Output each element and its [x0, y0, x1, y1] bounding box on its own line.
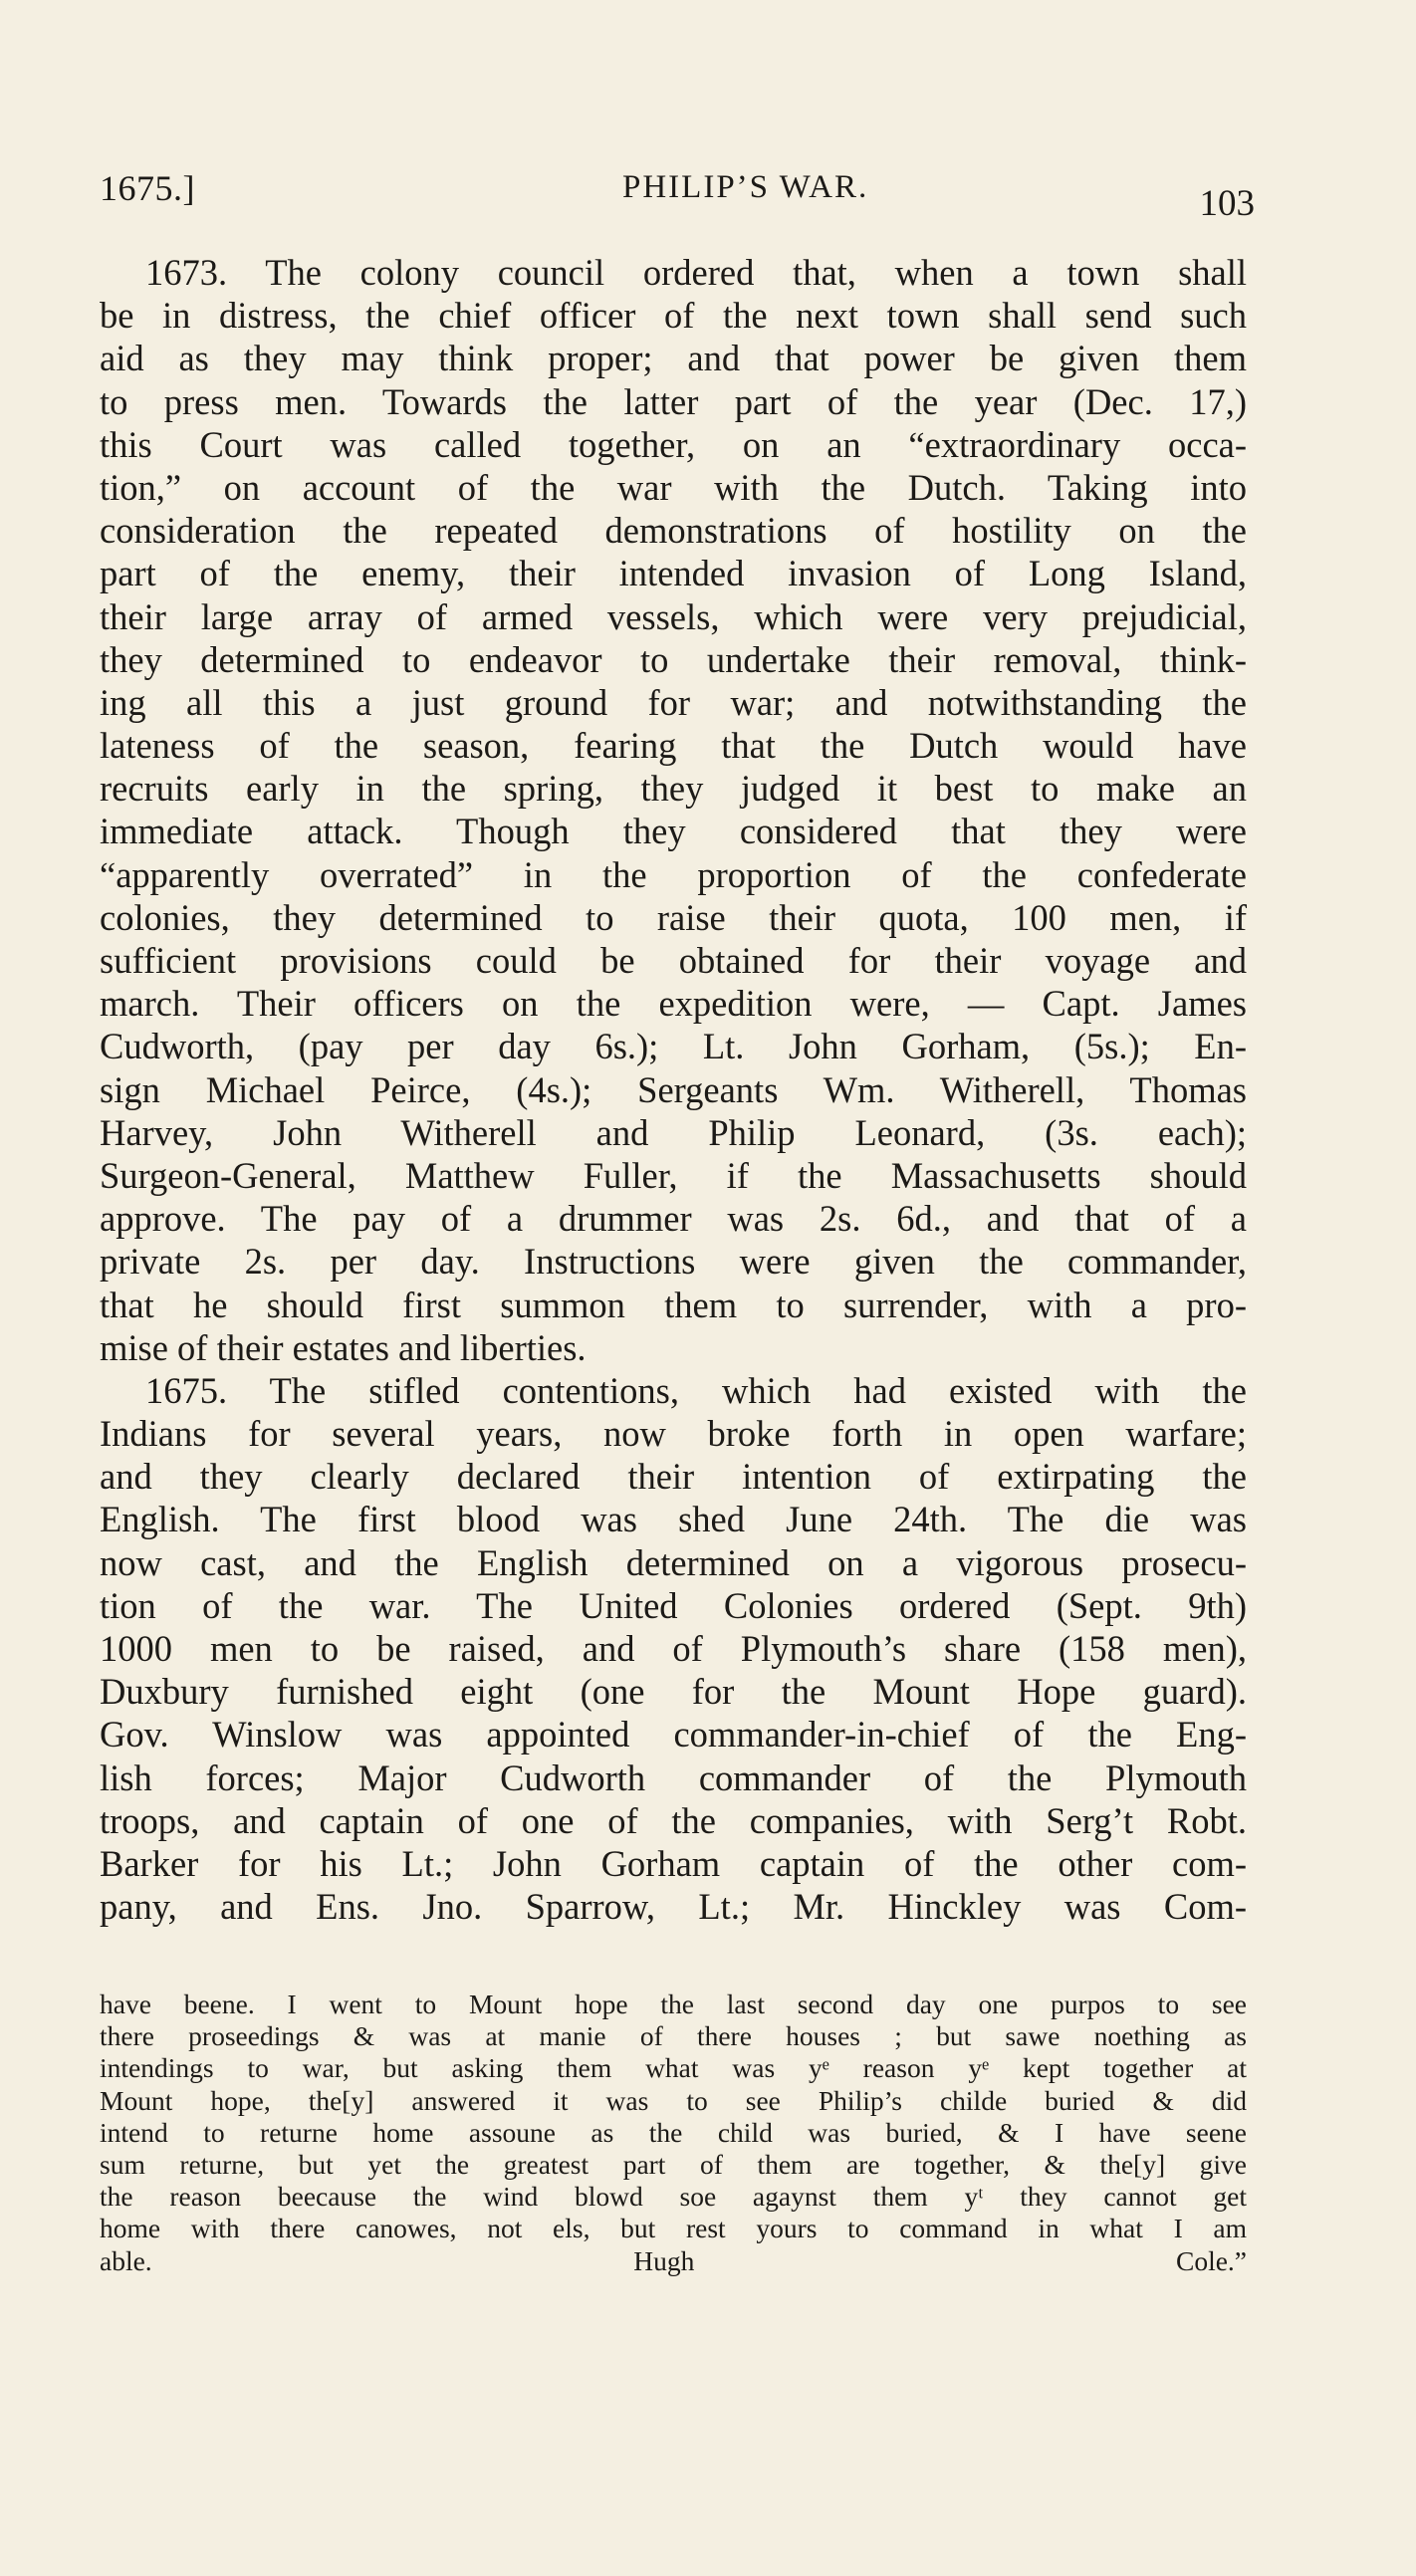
text-line: march. Their officers on the expedition were, — Capt. James	[100, 983, 1247, 1025]
text-line: consideration the repeated demonstrations of hostility on the	[100, 510, 1247, 552]
text-line: and they clearly declared their intention of extirpating the	[100, 1456, 1247, 1498]
text-line: immediate attack. Though they considered that they were	[100, 811, 1247, 852]
footnote-line: have beene. I went to Mount hope the last second day one purpos to see	[100, 1989, 1247, 2019]
text-line: their large array of armed vessels, which were very prejudicial,	[100, 595, 1247, 637]
footnote-line: able. Hugh Cole.”	[100, 2244, 1247, 2276]
footnote-line: sum returne, but yet the greatest part of them are together, & the[y] give	[100, 2148, 1247, 2180]
text-line: part of the enemy, their intended invasion of Long Island,	[100, 553, 1247, 594]
footnote-line: there proseedings & was at manie of there houses ; but sawe noething as	[100, 2020, 1247, 2052]
text-line: they determined to endeavor to undertake their removal, think-	[100, 638, 1247, 680]
running-title: PHILIP’S WAR.	[622, 169, 869, 205]
text-line: now cast, and the English determined on a vigorous prosecu-	[100, 1541, 1247, 1583]
text-line: aid as they may think proper; and that power be given them	[100, 338, 1247, 379]
footnote-line: the reason beecause the wind blowd soe agaynst them yᵗ they cannot get	[100, 2181, 1247, 2213]
footnote-line: intend to returne home assoune as the child was buried, & I have seene	[100, 2116, 1247, 2148]
page-number: 103	[1199, 183, 1255, 224]
running-head	[100, 167, 1255, 224]
footnote-line: intendings to war, but asking them what was yᵉ reason yᵉ kept together at	[100, 2052, 1247, 2084]
text-line: sufficient provisions could be obtained for their voyage and	[100, 940, 1247, 981]
text-line: this Court was called together, on an “extraordinary occa-	[100, 423, 1247, 465]
main-text	[100, 251, 1247, 1928]
text-line: Indians for several years, now broke forth in open warfare;	[100, 1413, 1247, 1455]
text-line: English. The first blood was shed June 24th. The die was	[100, 1499, 1247, 1540]
text-line: 1675. The stifled contentions, which had existed with the	[145, 1369, 1247, 1411]
footnote-line: Mount hope, the[y] answered it was to see Philip’s childe buried & did	[100, 2084, 1247, 2116]
text-line: ing all this a just ground for war; and notwithstanding the	[100, 681, 1247, 723]
text-line: lish forces; Major Cudworth commander of the Plymouth	[100, 1756, 1247, 1798]
text-line: Gov. Winslow was appointed commander-in-chief of the Eng-	[100, 1714, 1247, 1756]
text-line: be in distress, the chief officer of the next town shall send such	[100, 295, 1247, 337]
text-line: tion,” on account of the war with the Dutch. Taking into	[100, 466, 1247, 508]
text-line: private 2s. per day. Instructions were given the commander,	[100, 1241, 1247, 1283]
text-line: Surgeon-General, Matthew Fuller, if the Massachusetts should	[100, 1154, 1247, 1196]
footnote-line: home with there canowes, not els, but rest yours to command in what I am	[100, 2213, 1247, 2244]
text-line: Harvey, John Witherell and Philip Leonard, (3s. each);	[100, 1111, 1247, 1153]
text-line: recruits early in the spring, they judged it best to make an	[100, 768, 1247, 810]
text-line: “apparently overrated” in the proportion of the confederate	[100, 853, 1247, 895]
text-line: to press men. Towards the latter part of the year (Dec. 17,)	[100, 380, 1247, 422]
text-line: troops, and captain of one of the companies, with Serg’t Robt.	[100, 1799, 1247, 1841]
text-line: 1673. The colony council ordered that, when a town shall	[145, 252, 1247, 293]
text-line: that he should first summon them to surrender, with a pro-	[100, 1284, 1247, 1325]
text-line: approve. The pay of a drummer was 2s. 6d., and that of a	[100, 1198, 1247, 1240]
text-line: mise of their estates and liberties.	[100, 1326, 587, 1368]
text-line: 1000 men to be raised, and of Plymouth’s share (158 men),	[100, 1628, 1247, 1669]
text-line: lateness of the season, fearing that the Dutch would have	[100, 725, 1247, 767]
year-bracket: 1675.]	[100, 168, 195, 208]
text-line: colonies, they determined to raise their quota, 100 men, if	[100, 896, 1247, 938]
text-line: pany, and Ens. Jno. Sparrow, Lt.; Mr. Hinckley was Com-	[100, 1886, 1247, 1928]
text-line: Duxbury furnished eight (one for the Mount Hope guard).	[100, 1671, 1247, 1713]
text-line: sign Michael Peirce, (4s.); Sergeants Wm. Witherell, Thomas	[100, 1068, 1247, 1110]
text-line: Barker for his Lt.; John Gorham captain of the other com-	[100, 1842, 1247, 1884]
text-line: Cudworth, (pay per day 6s.); Lt. John Gorham, (5s.); En-	[100, 1026, 1247, 1067]
footnote	[100, 1989, 1247, 2277]
text-line: tion of the war. The United Colonies ordered (Sept. 9th)	[100, 1584, 1247, 1626]
